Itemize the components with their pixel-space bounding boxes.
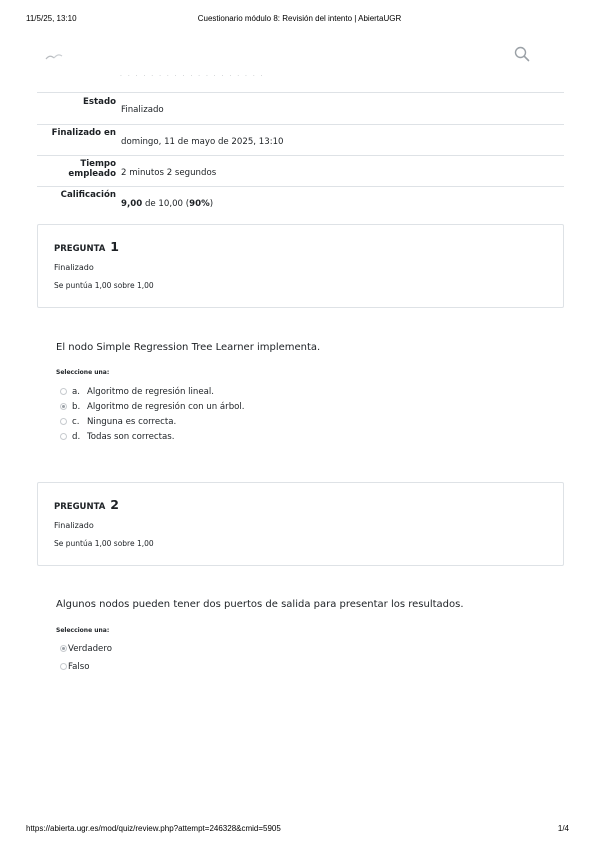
radio-button-selected[interactable] — [60, 403, 67, 410]
question-grade: Se puntúa 1,00 sobre 1,00 — [54, 539, 154, 548]
question-number — [54, 239, 119, 254]
question-number-value: 1 — [110, 239, 119, 254]
question-2-prompt: Seleccione una: — [56, 627, 110, 634]
grade-out-of: de 10,00 ( — [142, 199, 190, 209]
answer-letter: a. — [72, 387, 80, 397]
radio-button[interactable] — [60, 663, 67, 670]
answer-letter: c. — [72, 417, 80, 427]
summary-row-grade — [37, 186, 564, 217]
clipped-row-text: · · · · · · · · · · · · · · · · · · · — [120, 73, 265, 80]
grade-score: 9,00 — [121, 199, 143, 209]
navbar — [26, 40, 578, 72]
answer-letter: b. — [72, 402, 81, 412]
summary-value — [121, 199, 213, 209]
grade-close: ) — [209, 199, 214, 209]
radio-button[interactable] — [60, 433, 67, 440]
summary-row-state — [37, 92, 564, 124]
summary-label: Tiempo empleado — [68, 159, 116, 179]
summary-value: 2 minutos 2 segundos — [121, 168, 217, 178]
site-logo-icon[interactable] — [44, 50, 64, 62]
search-icon[interactable] — [514, 46, 530, 62]
summary-value: domingo, 11 de mayo de 2025, 13:10 — [121, 137, 284, 147]
summary-label: Calificación — [60, 190, 116, 200]
answer-text: Falso — [68, 662, 90, 672]
question-2-text: Algunos nodos pueden tener dos puertos de salida para presentar los resultados. — [56, 599, 464, 610]
question-number — [54, 497, 119, 512]
answer-letter: d. — [72, 432, 81, 442]
radio-button-selected[interactable] — [60, 645, 67, 652]
answer-text: Ninguna es correcta. — [87, 417, 177, 427]
answer-text: Todas son correctas. — [87, 432, 175, 442]
question-state: Finalizado — [54, 263, 94, 272]
radio-button[interactable] — [60, 388, 67, 395]
print-url: https://abierta.ugr.es/mod/quiz/review.php?attempt=246328&cmid=5905 — [26, 824, 281, 833]
attempt-summary-table — [37, 92, 564, 217]
print-title: Cuestionario módulo 8: Revisión del intento | AbiertaUGR — [197, 14, 402, 23]
answer-text: Verdadero — [68, 644, 112, 654]
question-1-text: El nodo Simple Regression Tree Learner implementa. — [56, 342, 321, 353]
question-grade: Se puntúa 1,00 sobre 1,00 — [54, 281, 154, 290]
print-date: 11/5/25, 13:10 — [26, 14, 77, 23]
summary-label: Estado — [83, 97, 116, 107]
answer-text: Algoritmo de regresión con un árbol. — [87, 402, 245, 412]
question-state: Finalizado — [54, 521, 94, 530]
print-page-number: 1/4 — [557, 824, 569, 833]
question-number-value: 2 — [110, 497, 119, 512]
question-label: PREGUNTA — [54, 502, 106, 512]
question-1-info — [37, 224, 564, 308]
question-label: PREGUNTA — [54, 244, 106, 254]
question-2-info — [37, 482, 564, 566]
summary-value: Finalizado — [121, 105, 164, 115]
grade-percent: 90% — [189, 199, 210, 209]
summary-row-finished — [37, 124, 564, 155]
summary-label: Finalizado en — [51, 128, 116, 138]
question-1-prompt: Seleccione una: — [56, 369, 110, 376]
summary-row-time — [37, 155, 564, 186]
answer-text: Algoritmo de regresión lineal. — [87, 387, 215, 397]
radio-button[interactable] — [60, 418, 67, 425]
